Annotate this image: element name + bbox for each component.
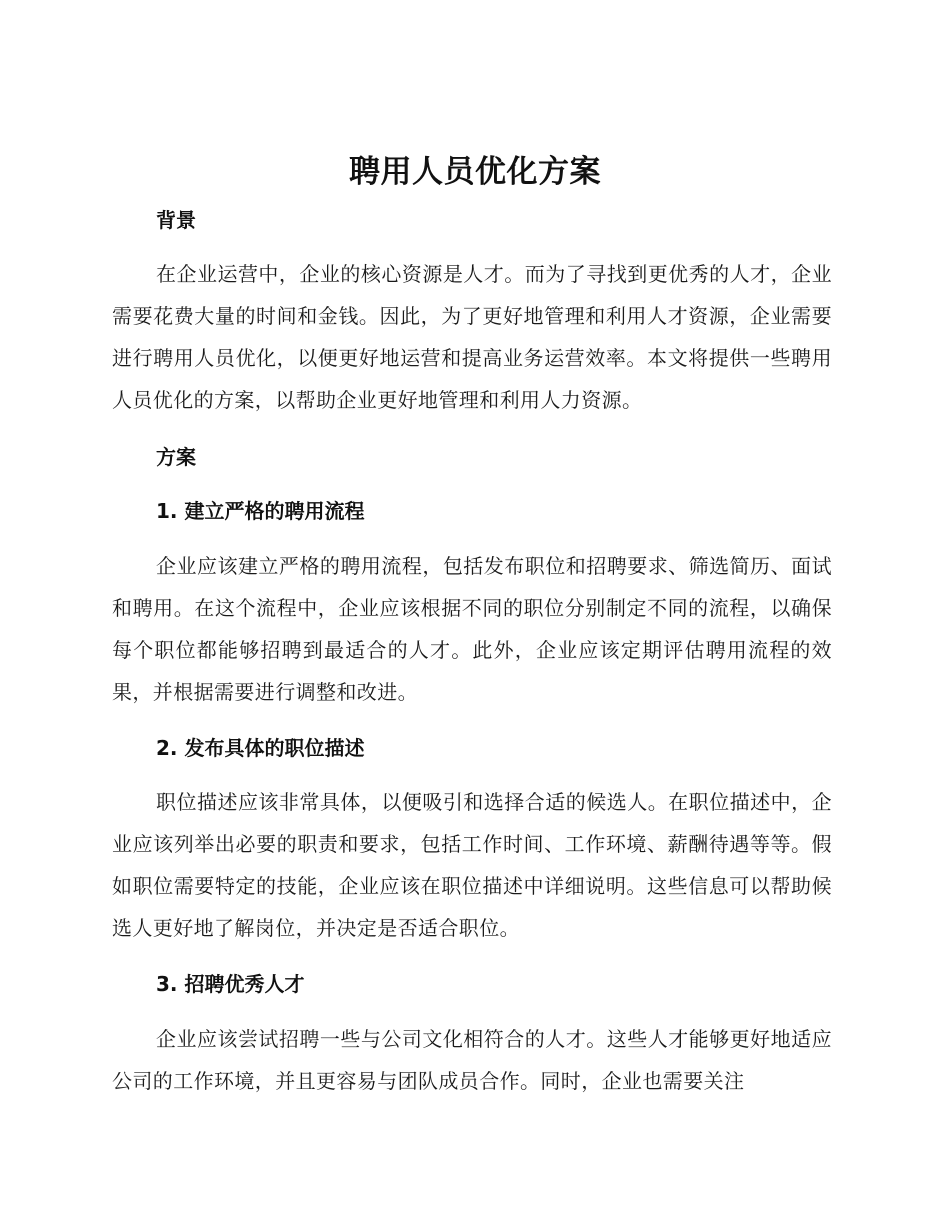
section-2-heading: 2. 发布具体的职位描述 (156, 736, 365, 760)
background-heading: 背景 (156, 208, 196, 232)
section-2-paragraph: 职位描述应该非常具体，以便吸引和选择合适的候选人。在职位描述中，企业应该列举出必要的职责和要求，包括工作时间、工作环境、薪酬待遇等等。假如职位需要特定的技能，企业应该在职位描述中详细说明。这些信息可以帮助候选人更好地了解岗位，并决定是否适合职位。 (112, 790, 832, 940)
document-title: 聘用人员优化方案 (349, 154, 601, 190)
plan-heading: 方案 (156, 445, 196, 469)
section-3-paragraph: 企业应该尝试招聘一些与公司文化相符合的人才。这些人才能够更好地适应公司的工作环境，并且更容易与团队成员合作。同时，企业也需要关注 (112, 1027, 832, 1093)
section-3-heading: 3. 招聘优秀人才 (156, 972, 305, 996)
section-1-paragraph: 企业应该建立严格的聘用流程，包括发布职位和招聘要求、筛选简历、面试和聘用。在这个流程中，企业应该根据不同的职位分别制定不同的流程，以确保每个职位都能够招聘到最适合的人才。此外，企业应该定期评估聘用流程的效果，并根据需要进行调整和改进。 (112, 554, 832, 704)
background-paragraph: 在企业运营中，企业的核心资源是人才。而为了寻找到更优秀的人才，企业需要花费大量的时间和金钱。因此，为了更好地管理和利用人才资源，企业需要进行聘用人员优化，以便更好地运营和提高业务运营效率。本文将提供一些聘用人员优化的方案，以帮助企业更好地管理和利用人力资源。 (112, 262, 832, 412)
section-1-heading: 1. 建立严格的聘用流程 (156, 499, 365, 523)
